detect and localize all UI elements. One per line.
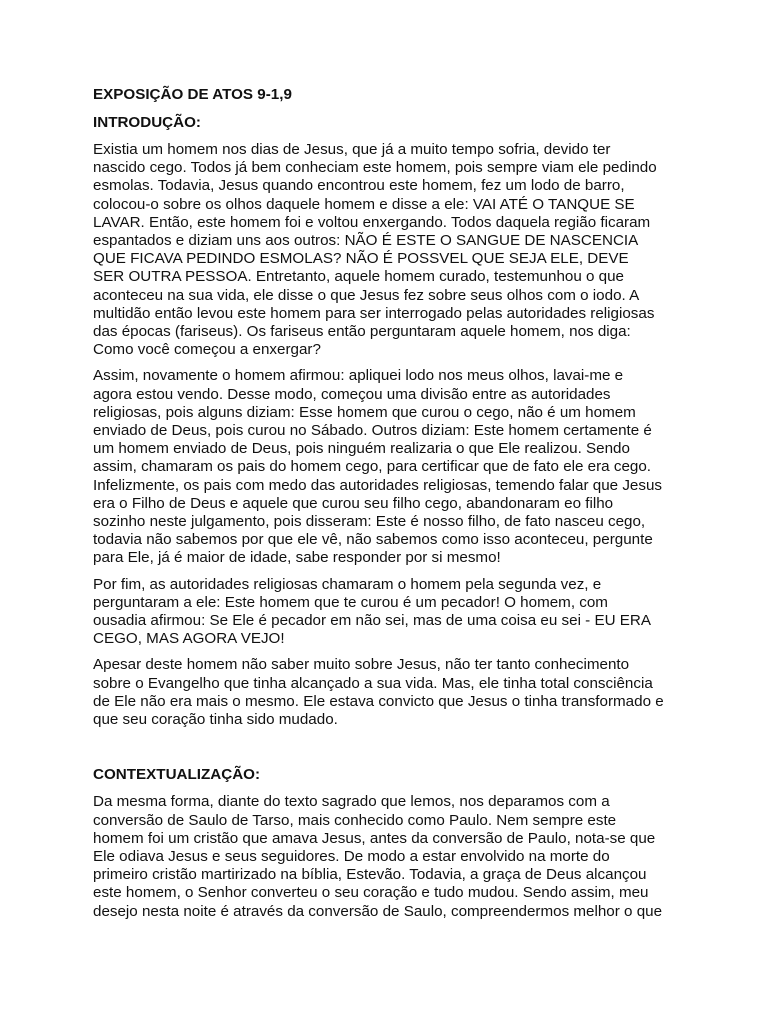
text-line: esmolas. Todavia, Jesus quando encontrou este homem, fez um lodo de barro, (93, 177, 625, 195)
text-line: assim, chamaram os pais do homem cego, para certificar que de fato ele era cego. (93, 458, 651, 476)
text-line: multidão então levou este homem para ser interrogado pelas autoridades religiosas (93, 304, 655, 322)
text-line: de Ele não era mais o mesmo. Ele estava convicto que Jesus o tinha transformado e (93, 692, 664, 710)
text-line: CEGO, MAS AGORA VEJO! (93, 630, 285, 648)
section-gap (93, 737, 693, 765)
section-heading-introducao: INTRODUÇÃO: (93, 114, 201, 131)
text-line: conversão de Saulo de Tarso, mais conhecido como Paulo. Nem sempre este (93, 811, 617, 829)
text-line: era o Filho de Deus e aquele que curou seu filho cego, abandonaram eo filho (93, 494, 614, 512)
text-line: este homem, o Senhor converteu o seu coração e tudo mudou. Sendo assim, meu (93, 884, 649, 902)
paragraph-1 (93, 141, 693, 359)
text-line: das épocas (fariseus). Os fariseus então perguntaram aquele homem, nos diga: (93, 323, 631, 341)
text-line: religiosas, pois alguns diziam: Esse homem que curou o cego, não é um homem (93, 403, 636, 421)
text-line: primeiro cristão martirizado na bíblia, Estevão. Todavia, a graça de Deus alcançou (93, 866, 647, 884)
text-line: Existia um homem nos dias de Jesus, que já a muito tempo sofria, devido ter (93, 141, 611, 158)
text-line: um homem enviado de Deus, pois ninguém realizaria o que Ele realizou. Sendo (93, 440, 630, 458)
text-line: ousadia afirmou: Se Ele é pecador em não sei, mas de uma coisa eu sei - EU ERA (93, 612, 651, 630)
text-line: homem foi um cristão que amava Jesus, antes da conversão de Paulo, nota-se que (93, 829, 656, 847)
text-line: Como você começou a enxergar? (93, 341, 321, 359)
text-line: nascido cego. Todos já bem conheciam este homem, pois sempre viam ele pedindo (93, 159, 657, 177)
text-line: Por fim, as autoridades religiosas chamaram o homem pela segunda vez, e (93, 575, 602, 593)
text-line: Infelizmente, os pais com medo das autoridades religiosas, temendo falar que Jesus (93, 476, 662, 494)
paragraph-3 (93, 576, 693, 649)
text-line: QUE FICAVA PEDINDO ESMOLAS? NÃO É POSSVEL QUE SEJA ELE, DEVE (93, 250, 629, 268)
text-line: Da mesma forma, diante do texto sagrado que lemos, nos deparamos com a (93, 793, 610, 811)
text-line: SER OUTRA PESSOA. Entretanto, aquele homem curado, testemunhou o que (93, 268, 625, 286)
text-line: espantados e diziam uns aos outros: NÃO É ESTE O SANGUE DE NASCENCIA (93, 232, 639, 250)
paragraph-2 (93, 367, 693, 567)
text-line: todavia não sabemos por que ele vê, não sabemos como isso aconteceu, pergunte (93, 531, 653, 549)
section-heading-contextualizacao: CONTEXTUALIZAÇÃO: (93, 766, 261, 784)
text-line: sozinho neste julgamento, pois disseram: Este é nosso filho, de fato nasceu cego, (93, 513, 646, 531)
text-line: agora estou vendo. Desse modo, começou uma divisão entre as autoridades (93, 385, 611, 403)
paragraph-5 (93, 793, 693, 920)
paragraph-4 (93, 656, 693, 729)
text-line: aconteceu na sua vida, ele disse o que Jesus fez sobre seus olhos com o iodo. A (93, 286, 640, 304)
text-line: Apesar deste homem não saber muito sobre Jesus, não ter tanto conhecimento (93, 656, 630, 674)
text-line: desejo nesta noite é através da conversão de Saulo, compreendermos melhor o que (93, 902, 663, 920)
text-line: perguntaram a ele: Este homem que te curou é um pecador! O homem, com (93, 593, 608, 611)
text-line: sobre o Evangelho que tinha alcançado a sua vida. Mas, ele tinha total consciência (93, 674, 653, 692)
text-line: para Ele, já é maior de idade, sabe responder por si mesmo! (93, 549, 501, 567)
text-line: que seu coração tinha sido mudado. (93, 711, 338, 729)
document-title: EXPOSIÇÃO DE ATOS 9-1,9 (93, 86, 292, 103)
text-line: enviado de Deus, pois curou no Sábado. Outros diziam: Este homem certamente é (93, 422, 652, 440)
text-line: LAVAR. Então, este homem foi e voltou enxergando. Todos daquela região ficaram (93, 213, 651, 231)
document-page (93, 85, 693, 929)
text-line: Assim, novamente o homem afirmou: apliquei lodo nos meus olhos, lavai-me e (93, 367, 624, 385)
text-line: colocou-o sobre os olhos daquele homem e disse a ele: VAI ATÉ O TANQUE SE (93, 195, 635, 213)
text-line: Ele odiava Jesus e seus seguidores. De modo a estar envolvido na morte do (93, 847, 610, 865)
